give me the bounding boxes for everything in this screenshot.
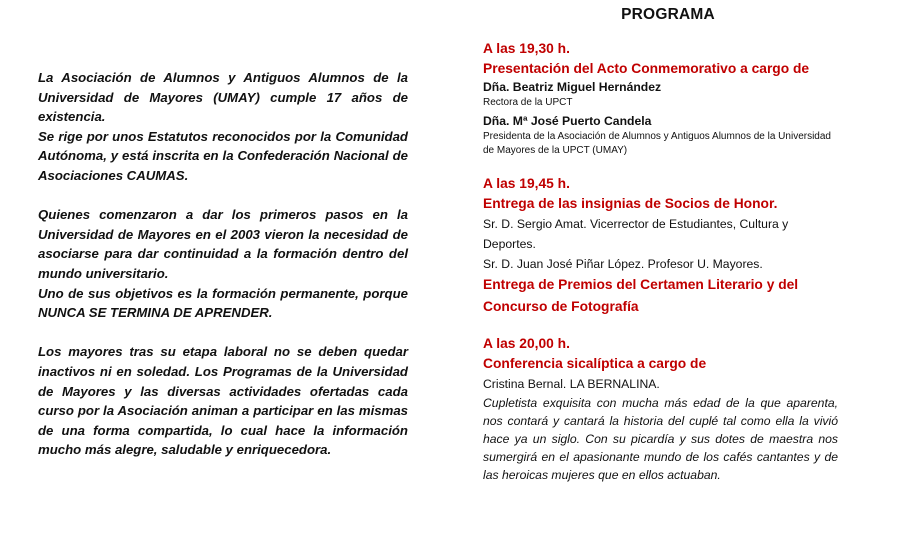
objectives-paragraph: Uno de sus objetivos es la formación permanente, porque NUNCA SE TERMINA DE APRENDER. [38,285,408,321]
seniors-paragraph: Los mayores tras su etapa laboral no se deben quedar inactivos ni en soledad. Los Programas de la Universidad de Mayores y las diversas actividades ofertadas cada curso por la Asociación animan a participar en las mismas de una forma compartida, lo cual hace la información mucho más alegre, saludable y enriquecedora. [38,344,408,458]
program-title: PROGRAMA [621,6,715,23]
event-conference: Conferencia sicalíptica a cargo de [483,356,707,371]
program-block-3 [483,334,838,484]
event-awards: Entrega de Premios del Certamen Literario y del Concurso de Fotografía [483,277,799,314]
spacer [38,323,408,343]
speaker-rector: Dña. Beatriz Miguel Hernández [483,80,662,94]
speaker-rector-role: Rectora de la UPCT [483,97,573,108]
origins-paragraph: Quienes comenzaron a dar los primeros pasos en la Universidad de Mayores en el 2003 vieron la necesidad de asociarse para dar continuidad a la formación dentro del mundo universitario. [38,207,408,281]
conference-description: Cupletista exquisita con mucha más edad de la que aparenta, nos contará y cantará la historia del cuplé tal como ella la vivió hace ya un siglo. Con su picardía y sus dotes de maestra nos sumergirá en el apasionante mundo de los cafés cantantes y de las heroicas mujeres que en ellos actuaban. [483,396,838,482]
program-block-2 [483,174,838,318]
statutes-paragraph: Se rige por unos Estatutos reconocidos por la Comunidad Autónoma, y está inscrita en la Confederación Nacional de Asociaciones CAUMAS. [38,128,408,183]
time-1945: A las 19,45 h. [483,176,570,191]
speaker-president-role: Presidenta de la Asociación de Alumnos y Antiguos Alumnos de la Universidad de Mayores de la UPCT (UMAY) [483,131,831,156]
program-column [483,6,838,500]
spacer [38,186,408,206]
honoree-amat: Sr. D. Sergio Amat. Vicerrector de Estudiantes, Cultura y Deportes. [483,217,789,251]
speaker-president: Dña. Mª José Puerto Candela [483,114,652,128]
event-presentation: Presentación del Acto Conmemorativo a cargo de [483,61,810,76]
time-1930: A las 19,30 h. [483,41,570,56]
program-block-1 [483,39,838,158]
association-intro [38,68,408,460]
time-2000: A las 20,00 h. [483,336,570,351]
intro-paragraph: La Asociación de Alumnos y Antiguos Alumnos de la Universidad de Mayores (UMAY) cumple 17 años de existencia. [38,70,408,125]
speaker-bernal: Cristina Bernal. LA BERNALINA. [483,377,660,391]
honoree-pinar: Sr. D. Juan José Piñar López. Profesor U. Mayores. [483,257,763,271]
event-insignias: Entrega de las insignias de Socios de Honor. [483,196,778,211]
